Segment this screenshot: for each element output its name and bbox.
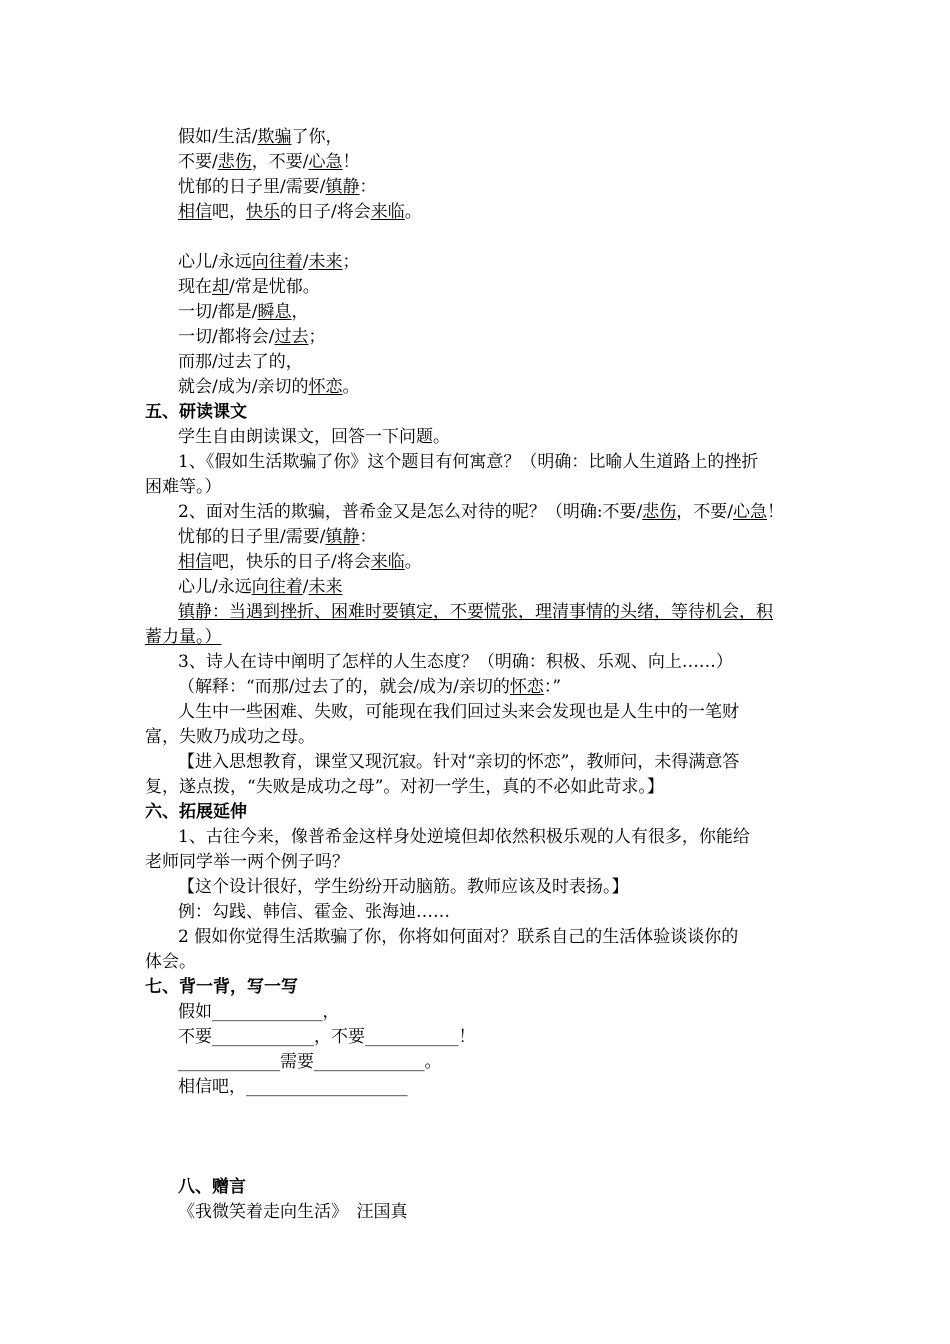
section5-q3: 3、诗人在诗中阐明了怎样的人生态度？（明确：积极、乐观、向上……） bbox=[178, 652, 733, 672]
section6-p1-cont: 老师同学举一两个例子吗？ bbox=[145, 852, 349, 872]
poem-line-1: 假如/生活/欺骗了你， bbox=[178, 127, 343, 147]
poem-line-3: 忧郁的日子里/需要/镇静： bbox=[178, 177, 377, 197]
section-heading-7: 七、背一背，写一写 bbox=[145, 977, 298, 997]
section8-gift-line: 《我微笑着走向生活》 汪国真 bbox=[178, 1202, 408, 1222]
poem-line-8: 一切/都将会/过去； bbox=[178, 327, 326, 347]
section5-q3-explain: （解释：“而那/过去了的，就会/成为/亲切的怀恋：” bbox=[178, 677, 562, 697]
section5-q2-line2: 忧郁的日子里/需要/镇静： bbox=[178, 527, 377, 547]
section5-q2: 2、面对生活的欺骗，普希金又是怎么对待的呢？（明确:不要/悲伤，不要/心急！ bbox=[178, 502, 785, 522]
section6-p1: 1、古往今来，像普希金这样身处逆境但却依然积极乐观的人有很多，你能给 bbox=[178, 827, 750, 847]
section5-q2-line3: 相信吧，快乐的日子/将会来临。 bbox=[178, 552, 422, 572]
section-heading-6: 六、拓展延伸 bbox=[145, 802, 247, 822]
fill-blank-2: 不要____________，不要___________！ bbox=[178, 1027, 476, 1047]
section5-note-cont: 复，遂点拨，“失败是成功之母”。对初一学生，真的不必如此苛求。】 bbox=[145, 777, 664, 797]
section5-q1: 1、《假如生活欺骗了你》这个题目有何寓意？（明确：比喻人生道路上的挫折 bbox=[178, 452, 759, 472]
poem-line-7: 一切/都是/瞬息， bbox=[178, 302, 309, 322]
section5-q2-explain: 镇静：当遇到挫折、困难时要镇定，不要慌张，理清事情的头绪，等待机会，积 bbox=[178, 602, 773, 622]
section5-q3-text: 人生中一些困难、失败，可能现在我们回过头来会发现也是人生中的一笔财 bbox=[178, 702, 739, 722]
section6-note: 【这个设计很好，学生纷纷开动脑筋。教师应该及时表扬。】 bbox=[178, 877, 629, 897]
section5-intro: 学生自由朗读课文，回答一下问题。 bbox=[178, 427, 450, 447]
poem-line-4: 相信吧，快乐的日子/将会来临。 bbox=[178, 202, 422, 222]
section6-p2-cont: 体会。 bbox=[145, 952, 196, 972]
poem-line-9: 而那/过去了的， bbox=[178, 352, 303, 372]
section5-q2-explain-cont: 蓄力量。） bbox=[145, 627, 222, 647]
section5-q2-line4: 心儿/永远向往着/未来 bbox=[178, 577, 343, 597]
section-heading-8: 八、赠言 bbox=[178, 1177, 246, 1197]
section5-q1-cont: 困难等。） bbox=[145, 477, 222, 497]
section5-note: 【进入思想教育，课堂又现沉寂。针对“亲切的怀恋”，教师问，未得满意答 bbox=[178, 752, 740, 772]
poem-line-2: 不要/悲伤，不要/心急！ bbox=[178, 152, 360, 172]
fill-blank-1: 假如_____________， bbox=[178, 1002, 340, 1022]
fill-blank-4: 相信吧，___________________ bbox=[178, 1077, 408, 1097]
section-heading-5: 五、研读课文 bbox=[145, 402, 247, 422]
section6-p2: 2 假如你觉得生活欺骗了你，你将如何面对？联系自己的生活体验谈谈你的 bbox=[178, 927, 739, 947]
fill-blank-3: ____________需要_____________。 bbox=[178, 1052, 442, 1072]
poem-line-10: 就会/成为/亲切的怀恋。 bbox=[178, 377, 360, 397]
section6-example: 例：勾践、韩信、霍金、张海迪…… bbox=[178, 902, 450, 922]
poem-line-6: 现在却/常是忧郁。 bbox=[178, 277, 320, 297]
poem-line-5: 心儿/永远向往着/未来； bbox=[178, 252, 360, 272]
section5-q3-text-cont: 富，失败乃成功之母。 bbox=[145, 727, 315, 747]
